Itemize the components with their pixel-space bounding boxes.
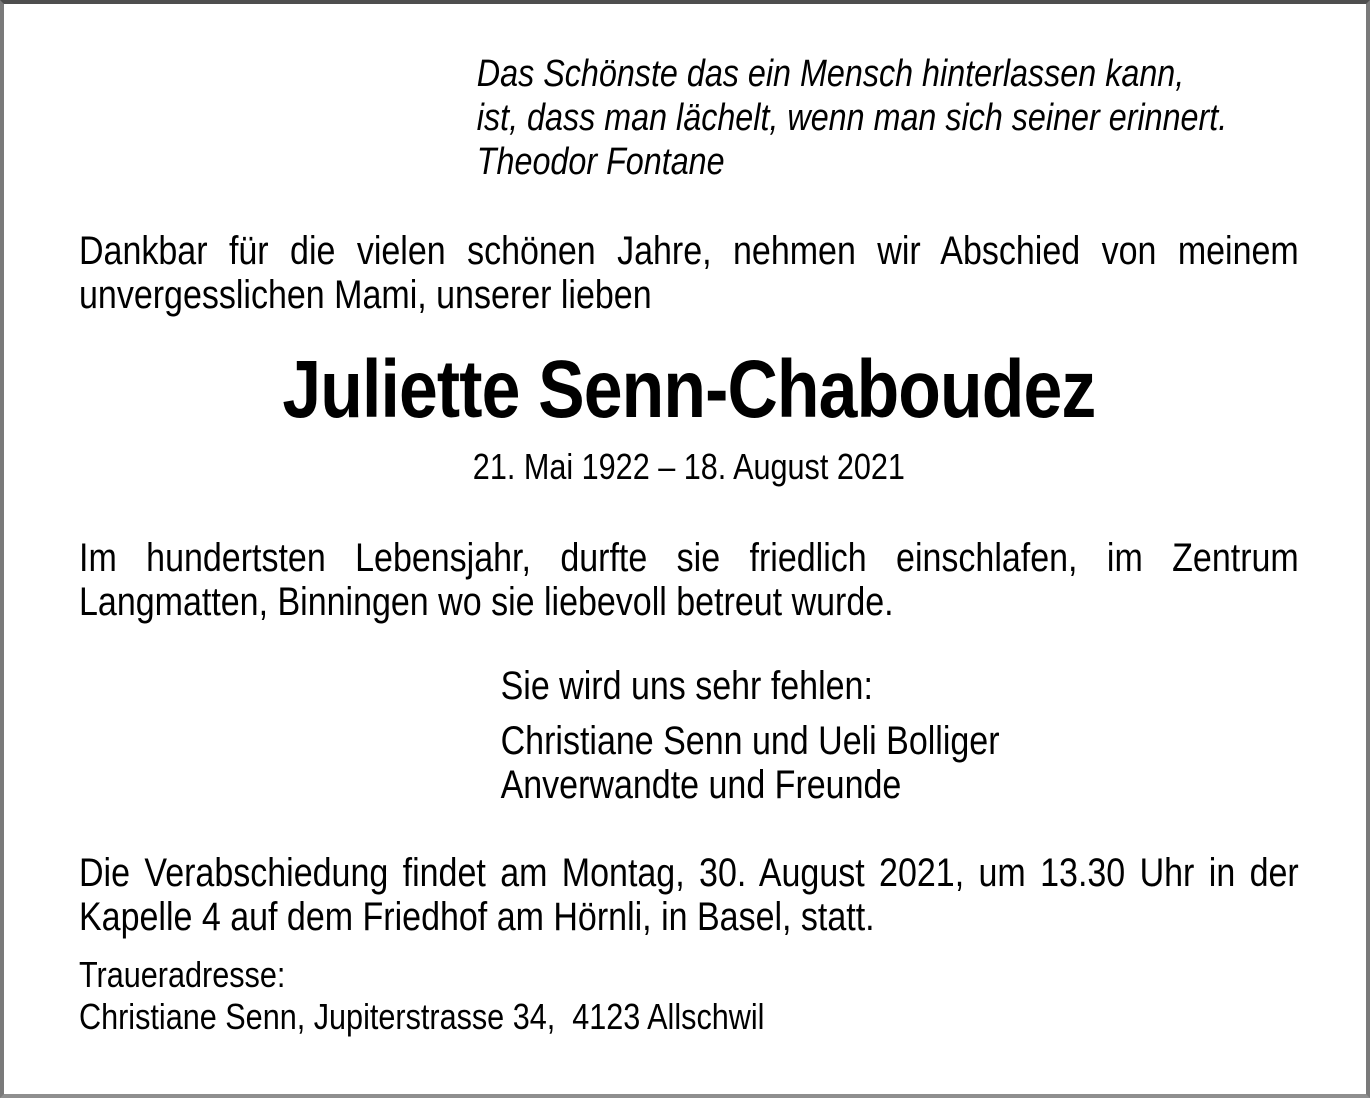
- service-line: Die Verabschiedung findet am Montag, 30. August 2021, um 13.30 Uhr in der: [79, 851, 1299, 895]
- intro-line: unvergesslichen Mami, unserer lieben: [79, 273, 652, 317]
- mourning-address-line: Christiane Senn, Jupiterstrasse 34, 4123 Allschwil: [79, 996, 765, 1037]
- farewell-heading: Sie wird uns sehr fehlen:: [500, 664, 873, 708]
- mourners-list: [501, 719, 1299, 807]
- body-line: Im hundertsten Lebensjahr, durfte sie friedlich einschlafen, im Zentrum: [79, 536, 1299, 580]
- epigraph-quote: [477, 52, 1299, 184]
- intro-paragraph: [79, 229, 1299, 317]
- mourner-line: Anverwandte und Freunde: [500, 763, 902, 807]
- deceased-name: Juliette Senn-Chaboudez: [282, 344, 1096, 435]
- mourning-address-line: Traueradresse:: [79, 954, 286, 995]
- intro-line: Dankbar für die vielen schönen Jahre, nehmen wir Abschied von meinem: [79, 229, 1299, 273]
- service-line: Kapelle 4 auf dem Friedhof am Hörnli, in Basel, statt.: [79, 895, 875, 939]
- service-paragraph: [79, 851, 1299, 939]
- mourning-address: [79, 954, 1299, 1038]
- text-column: [79, 52, 1299, 1038]
- body-paragraph: [79, 536, 1299, 624]
- mourner-line: Christiane Senn und Ueli Bolliger: [500, 719, 1000, 763]
- epigraph-line: Theodor Fontane: [476, 141, 725, 183]
- epigraph-line: Das Schönste das ein Mensch hinterlassen kann,: [476, 53, 1185, 95]
- body-line: Langmatten, Binningen wo sie liebevoll betreut wurde.: [79, 580, 894, 624]
- life-dates: 21. Mai 1922 – 18. August 2021: [472, 446, 905, 487]
- epigraph-line: ist, dass man lächelt, wenn man sich seiner erinnert.: [476, 97, 1228, 139]
- obituary-content: [79, 52, 1299, 1038]
